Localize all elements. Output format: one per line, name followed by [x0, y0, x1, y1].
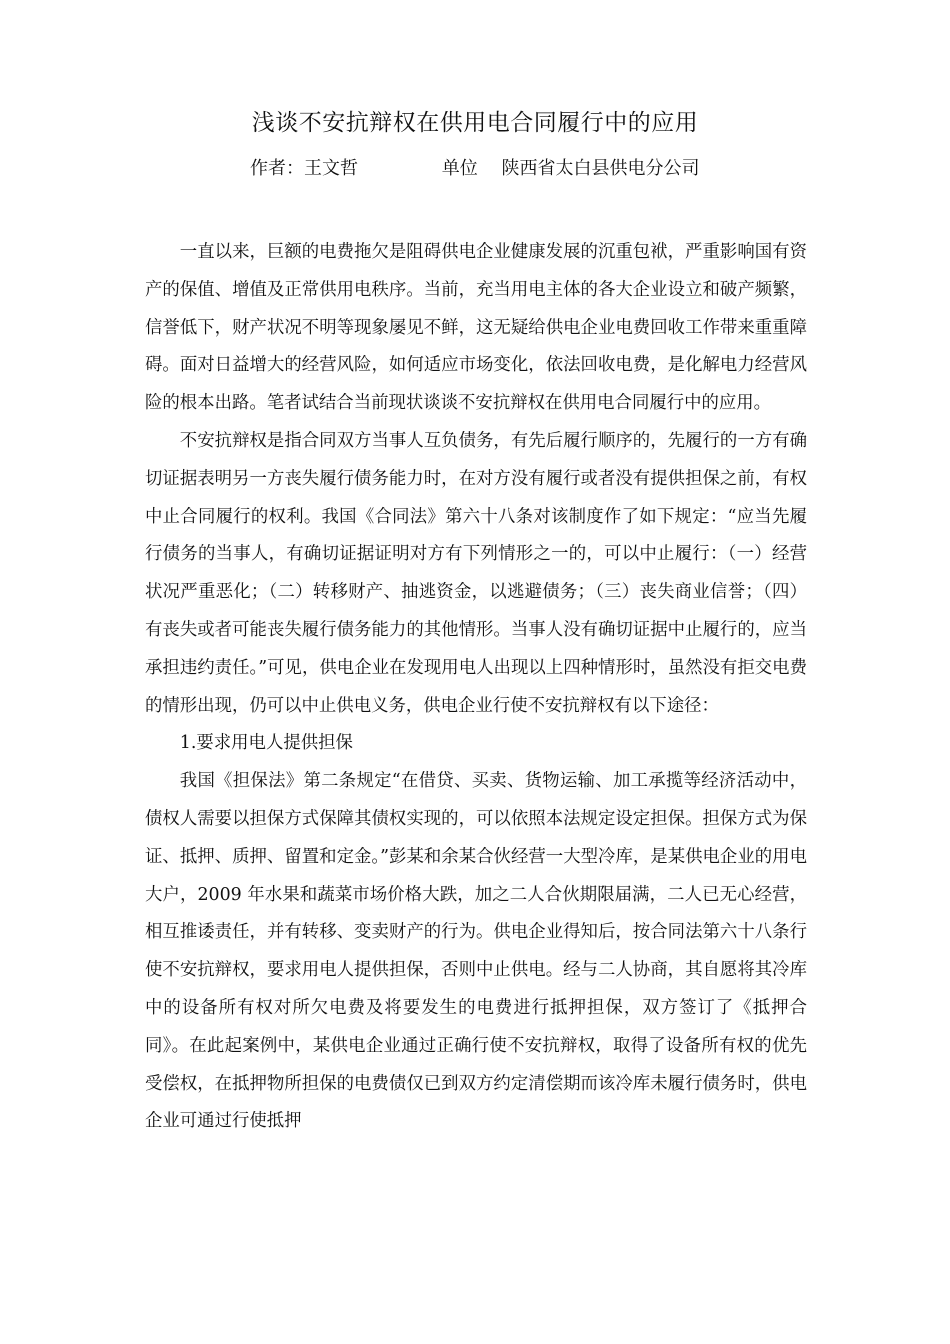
author-label: 作者：王文哲: [250, 158, 358, 179]
document-body: [145, 234, 807, 1141]
unit-name: 陕西省太白县供电分公司: [501, 158, 700, 179]
document-title: 浅谈不安抗辩权在供用电合同履行中的应用: [251, 110, 699, 136]
byline: [250, 154, 699, 180]
section-heading: 1.要求用电人提供担保: [179, 733, 353, 754]
paragraph-intro: 一直以来，巨额的电费拖欠是阻碍供电企业健康发展的沉重包袱，严重影响国有资产的保值、增值及正常供用电秩序。当前，充当用电主体的各大企业设立和破产频繁，信誉低下，财产状况不明等现象屡见不鲜，这无疑给供电企业电费回收工作带来重重障碍。面对日益增大的经营风险，如何适应市场变化，依法回收电费，是化解电力经营风险的根本出路。笔者试结合当前现状谈谈不安抗辩权在供用电合同履行中的应用。: [145, 242, 807, 414]
unit-label: 单位: [441, 158, 478, 179]
paragraph-definition: 不安抗辩权是指合同双方当事人互负债务，有先后履行顺序的，先履行的一方有确切证据表明另一方丧失履行债务能力时，在对方没有履行或者没有提供担保之前，有权中止合同履行的权利。我国《合同法》第六十八条对该制度作了如下规定：“应当先履行债务的当事人，有确切证据证明对方有下列情形之一的，可以中止履行：（一）经营状况严重恶化；（二）转移财产、抽逃资金，以逃避债务；（三）丧失商业信誉；（四）有丧失或者可能丧失履行债务能力的其他情形。当事人没有确切证据中止履行的，应当承担违约责任。”可见，供电企业在发现用电人出现以上四种情形时，虽然没有拒交电费的情形出现，仍可以中止供电义务，供电企业行使不安抗辩权有以下途径：: [145, 430, 807, 716]
paragraph-guarantee: 我国《担保法》第二条规定“在借贷、买卖、货物运输、加工承揽等经济活动中，债权人需要以担保方式保障其债权实现的，可以依照本法规定设定担保。担保方式为保证、抵押、质押、留置和定金。”彭某和余某合伙经营一大型冷库，是某供电企业的用电大户，2009 年水果和蔬菜市场价格大跌，加之二人合伙期限届满，二人已无心经营，相互推诿责任，并有转移、变卖财产的行为。供电企业得知后，按合同法第六十八条行使不安抗辩权，要求用电人提供担保，否则中止供电。经与二人协商，其自愿将其冷库中的设备所有权对所欠电费及将要发生的电费进行抵押担保，双方签订了《抵押合同》。在此起案例中，某供电企业通过正确行使不安抗辩权，取得了设备所有权的优先受偿权，在抵押物所担保的电费债仅已到双方约定清偿期而该冷库未履行债务时，供电企业可通过行使抵押: [145, 771, 807, 1132]
